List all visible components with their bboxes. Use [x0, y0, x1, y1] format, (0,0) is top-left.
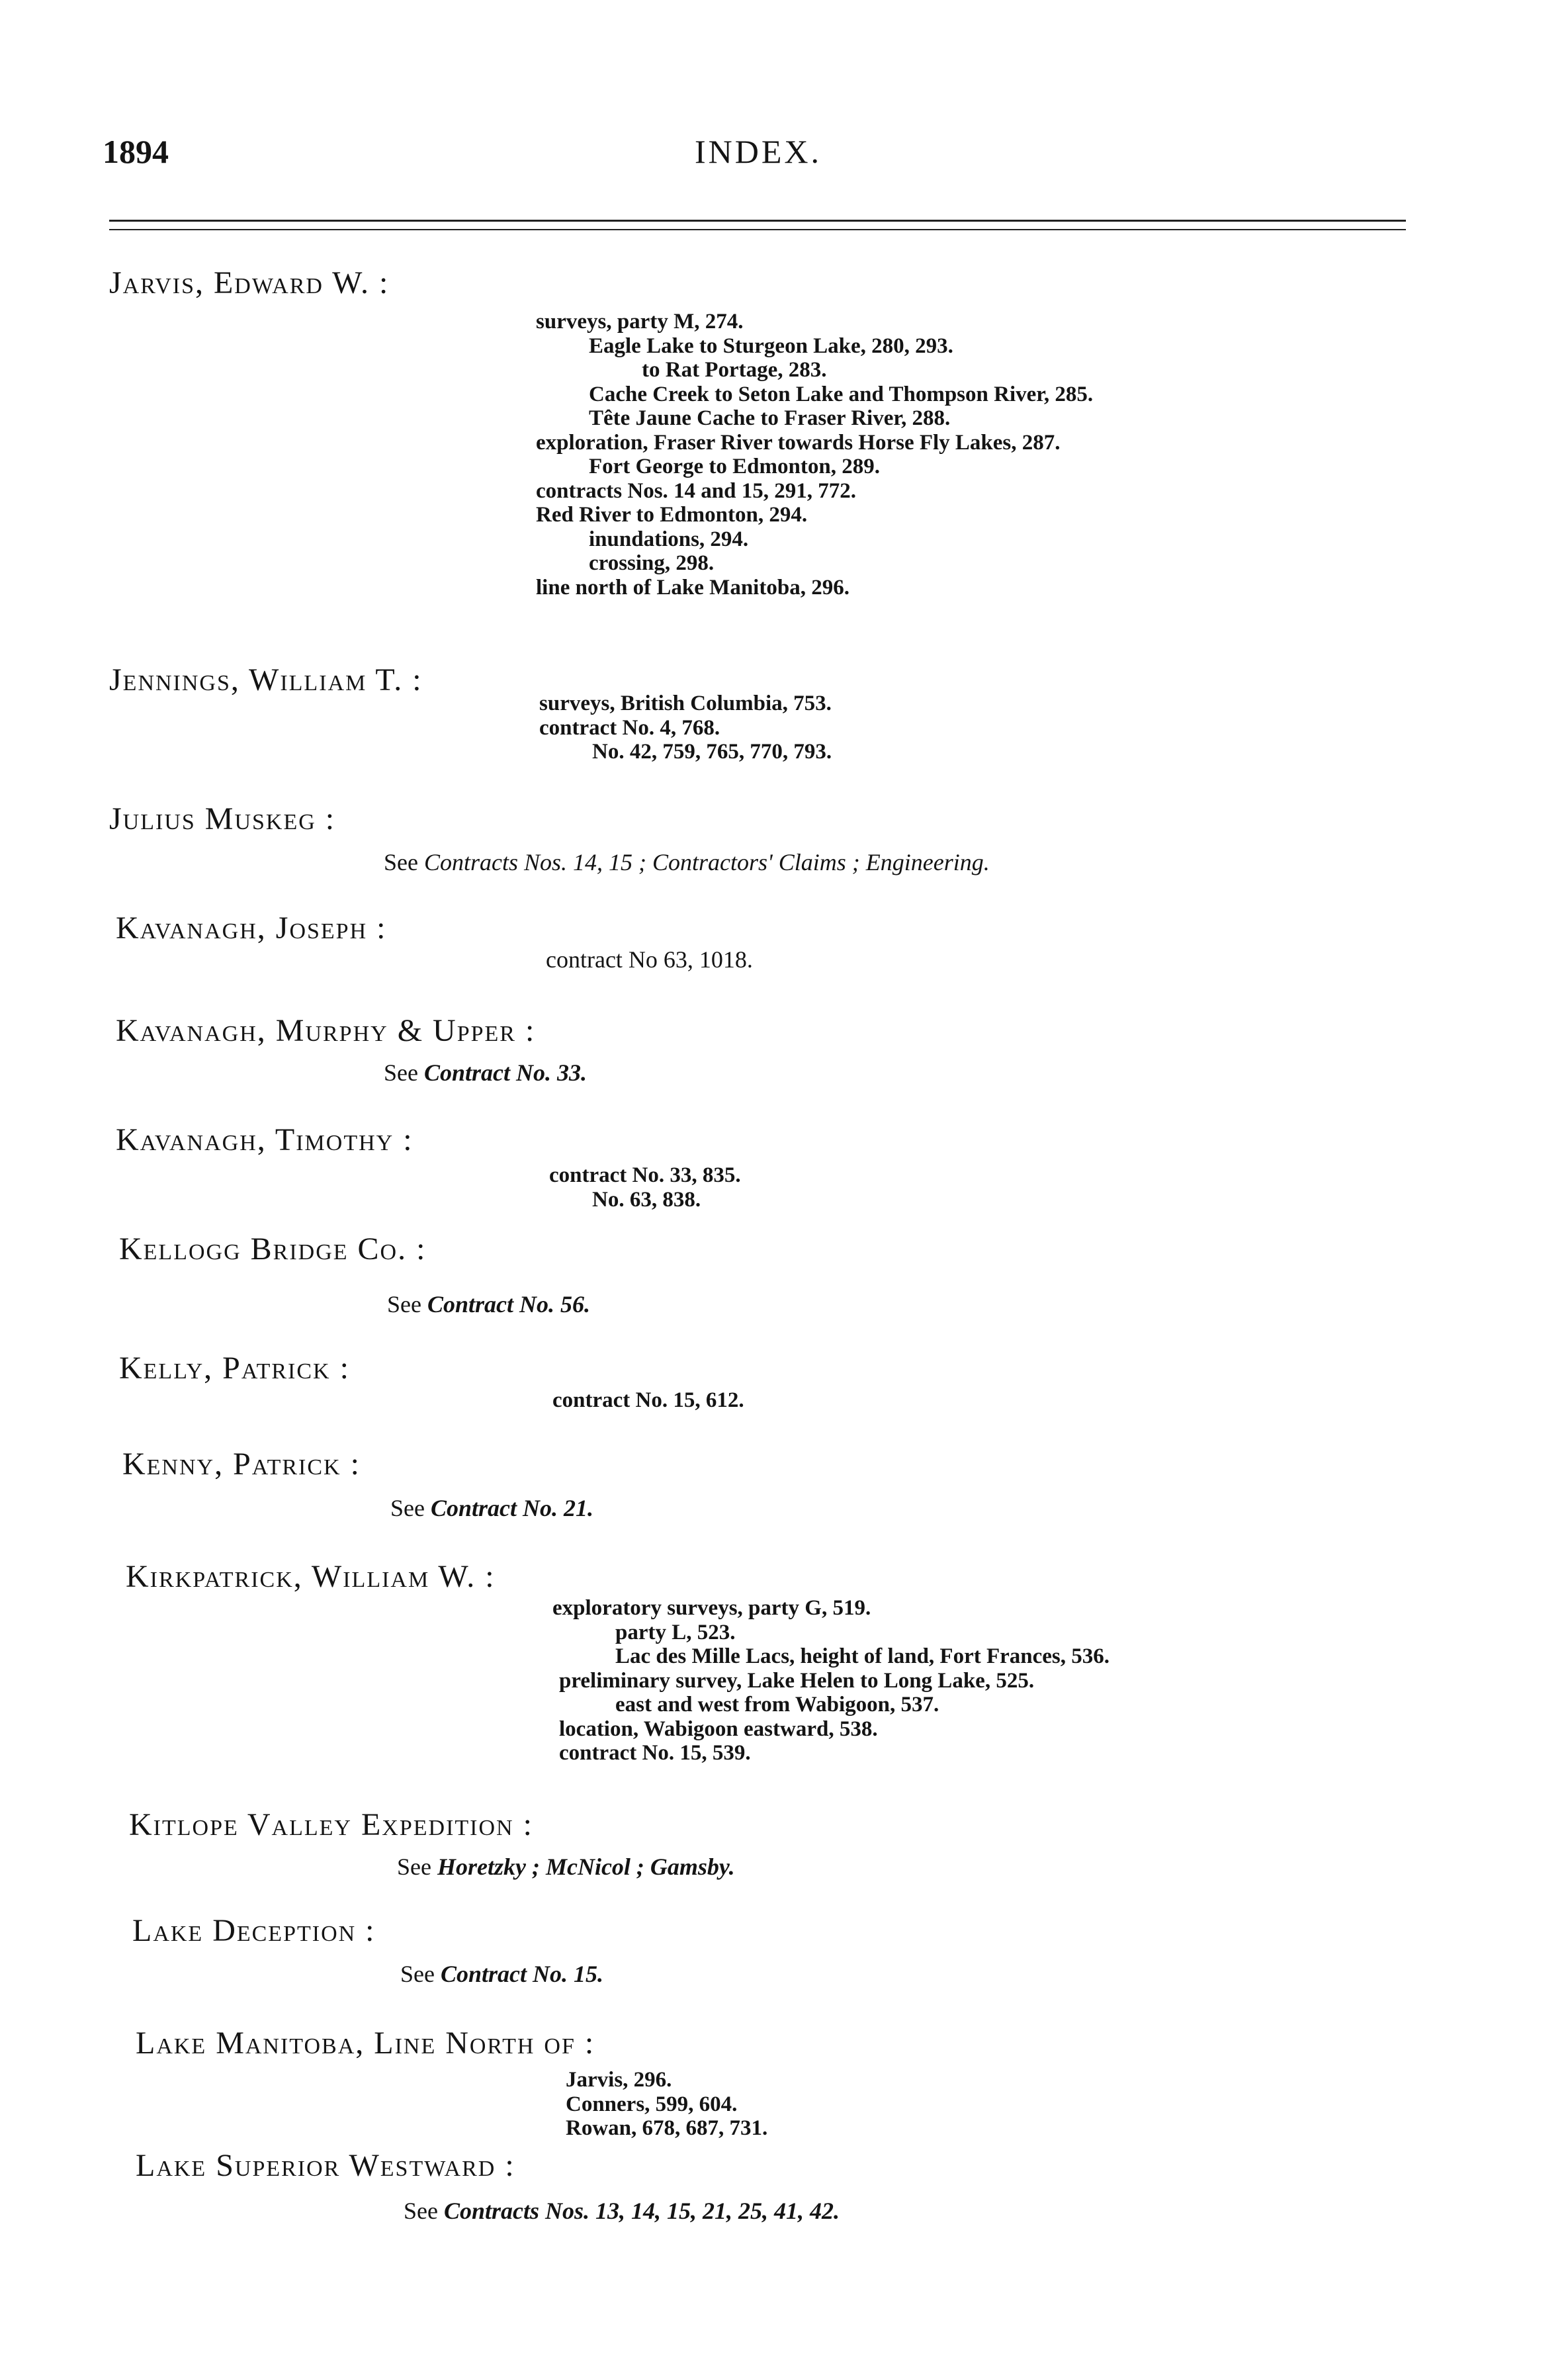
subentry: Fort George to Edmonton, 289. — [589, 455, 880, 478]
see-reference: Contract No. 21. — [430, 1495, 594, 1521]
see-reference: Contract No. 56. — [427, 1291, 591, 1318]
subentry: Eagle Lake to Sturgeon Lake, 280, 293. — [589, 334, 953, 358]
entry-heading-kellogg-bridge: Kellogg Bridge Co. : — [119, 1231, 427, 1267]
subentry: contract No. 4, 768. — [539, 715, 720, 740]
entry-subentries-lake-manitoba — [566, 2068, 767, 2141]
see-label: See — [387, 1291, 421, 1318]
subentry: Cache Creek to Seton Lake and Thompson River, 285. — [589, 382, 1094, 406]
subentry: exploratory surveys, party G, 519. — [552, 1596, 871, 1620]
subentry: surveys, British Columbia, 753. — [539, 692, 832, 715]
entry-subentries-kelly-patrick — [552, 1388, 744, 1413]
subentry: line north of Lake Manitoba, 296. — [536, 575, 849, 600]
subentry: Jarvis, 296. — [566, 2068, 672, 2092]
see-reference: Contract No. 15. — [440, 1961, 604, 1987]
entry-heading-lake-deception: Lake Deception : — [132, 1913, 376, 1948]
cross-reference-kenny-patrick — [390, 1494, 593, 1522]
entry-heading-kavanagh-timothy: Kavanagh, Timothy : — [116, 1122, 414, 1157]
subentry: No. 42, 759, 765, 770, 793. — [592, 740, 832, 764]
see-label: See — [384, 849, 418, 875]
subentry: No. 63, 838. — [592, 1187, 701, 1212]
entry-subentries-jennings — [539, 692, 832, 764]
entry-subentries-jarvis — [536, 310, 1093, 600]
subentry: Conners, 599, 604. — [566, 2092, 738, 2116]
cross-reference-lake-deception — [400, 1960, 603, 1988]
entry-subentries-kirkpatrick — [552, 1596, 1110, 1766]
entry-heading-jarvis: Jarvis, Edward W. : — [109, 265, 390, 300]
entry-heading-julius-muskeg: Julius Muskeg : — [109, 801, 336, 836]
subentry: contract No. 33, 835. — [549, 1163, 741, 1187]
subentry: contract No 63, 1018. — [546, 946, 753, 973]
entry-heading-jennings: Jennings, William T. : — [109, 662, 423, 697]
entry-heading-kenny-patrick: Kenny, Patrick : — [122, 1447, 361, 1482]
entry-heading-kitlope-valley: Kitlope Valley Expedition : — [129, 1807, 533, 1842]
cross-reference-kellogg-bridge — [387, 1290, 590, 1318]
subentry: exploration, Fraser River towards Horse Fly Lakes, 287. — [536, 430, 1061, 455]
see-label: See — [397, 1854, 431, 1880]
subentry: preliminary survey, Lake Helen to Long Lake, 525. — [559, 1668, 1035, 1693]
subentry: location, Wabigoon eastward, 538. — [559, 1717, 878, 1741]
subentry: Lac des Mille Lacs, height of land, Fort Frances, 536. — [615, 1644, 1110, 1668]
see-reference: Contract No. 33. — [423, 1059, 588, 1086]
subentry: Red River to Edmonton, 294. — [536, 503, 808, 527]
cross-reference-lake-superior-westward — [404, 2197, 840, 2225]
page-title: INDEX. — [695, 133, 822, 170]
cross-reference-kavanagh-murphy-upper — [384, 1059, 587, 1087]
entry-subentries-kavanagh-timothy — [549, 1163, 741, 1212]
see-reference: Horetzky ; McNicol ; Gamsby. — [437, 1854, 735, 1880]
header-rule — [109, 220, 1406, 222]
subentry: east and west from Wabigoon, 537. — [615, 1693, 939, 1717]
see-label: See — [390, 1495, 425, 1521]
header-rule-lower — [109, 229, 1406, 230]
entry-heading-lake-manitoba: Lake Manitoba, Line North of : — [136, 2026, 595, 2061]
subentry: party L, 523. — [615, 1620, 736, 1644]
subentry: contract No. 15, 539. — [559, 1741, 751, 1765]
entry-subentries-kavanagh-joseph — [546, 948, 753, 972]
entry-heading-kelly-patrick: Kelly, Patrick : — [119, 1351, 350, 1386]
see-label: See — [404, 2198, 438, 2224]
see-reference: Contracts Nos. 14, 15 ; Contractors' Claims ; Engineering. — [423, 849, 990, 875]
subentry: contract No. 15, 612. — [552, 1388, 744, 1412]
subentry: inundations, 294. — [589, 527, 749, 551]
subentry: to Rat Portage, 283. — [642, 358, 827, 382]
cross-reference-julius-muskeg — [384, 848, 990, 876]
cross-reference-kitlope-valley — [397, 1853, 735, 1881]
see-label: See — [400, 1961, 435, 1987]
subentry: contracts Nos. 14 and 15, 291, 772. — [536, 478, 856, 503]
entry-heading-kirkpatrick: Kirkpatrick, William W. : — [126, 1559, 496, 1594]
subentry: Rowan, 678, 687, 731. — [566, 2116, 768, 2140]
entry-heading-kavanagh-murphy-upper: Kavanagh, Murphy & Upper : — [116, 1013, 536, 1048]
see-label: See — [384, 1059, 418, 1086]
subentry: crossing, 298. — [589, 551, 715, 575]
subentry: surveys, party M, 274. — [536, 310, 744, 334]
subentry: Tête Jaune Cache to Fraser River, 288. — [589, 406, 951, 430]
entry-heading-lake-superior-westward: Lake Superior Westward : — [136, 2148, 515, 2183]
see-reference: Contracts Nos. 13, 14, 15, 21, 25, 41, 42. — [443, 2198, 840, 2224]
entry-heading-kavanagh-joseph: Kavanagh, Joseph : — [116, 911, 387, 946]
page-number: 1894 — [103, 133, 169, 170]
